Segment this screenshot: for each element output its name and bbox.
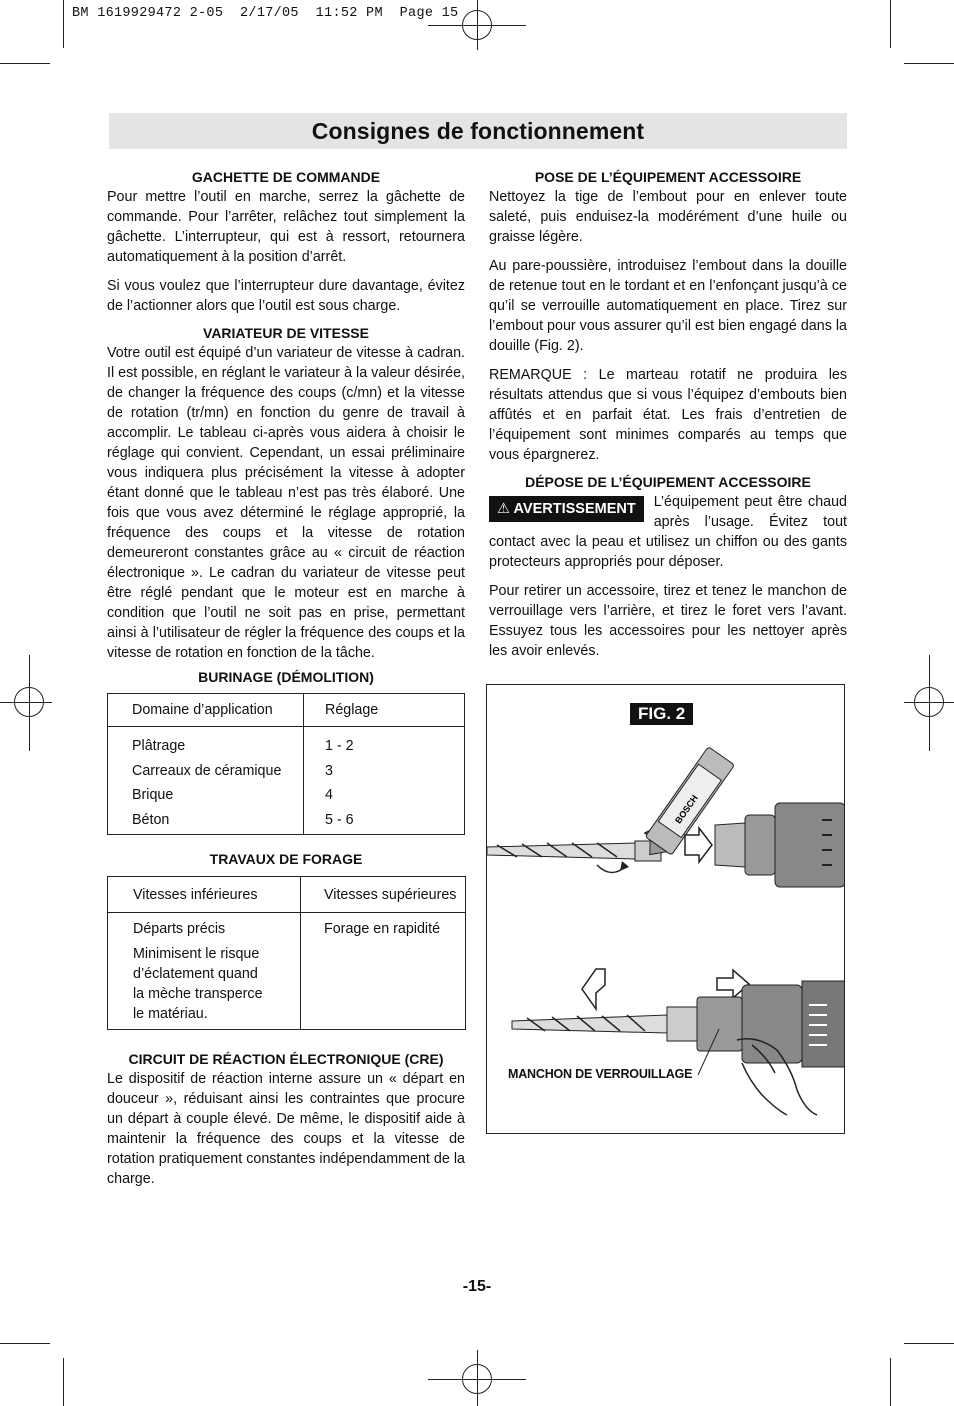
warning-block <box>489 492 847 572</box>
figure-2 <box>486 684 845 1134</box>
table-cell: 5 - 6 <box>325 811 354 828</box>
bit-insertion-drawing <box>487 747 844 887</box>
right-column <box>489 167 847 661</box>
table-cell: 1 - 2 <box>325 738 354 754</box>
title-bar <box>109 113 847 149</box>
table-row: Brique <box>132 787 174 803</box>
page-number: -15- <box>462 1278 492 1295</box>
table-cell: Minimisent le risque <box>133 946 260 962</box>
figure-label: FIG. 2 <box>630 703 693 725</box>
pose-remarque: REMARQUE : Le marteau rotatif ne produira les résultats attendus que si vous l’équipez d’embouts bien affûtés et en parfait état. Les frais d’entretien de l’équipement sont minimes comparés au temps que vous épargnerez. <box>489 367 847 463</box>
table-cell: la mèche transperce <box>133 986 263 1002</box>
depose-heading: DÉPOSE DE L’ÉQUIPEMENT ACCESSOIRE <box>525 474 811 490</box>
warning-icon: ⚠ <box>497 501 510 517</box>
table-cell: d’éclatement quand <box>133 966 258 982</box>
burinage-heading: BURINAGE (DÉMOLITION) <box>198 669 374 685</box>
cre-heading: CIRCUIT DE RÉACTION ÉLECTRONIQUE (CRE) <box>128 1051 444 1067</box>
left-column <box>107 167 465 1189</box>
pose-paragraph-2: Au pare-poussière, introduisez l’embout dans la douille de retenue tout en le tordant et en l’enfonçant jusqu’à ce qu’il se verrouille automatiquement en place. Tirez sur l’embout pour vous assurer qu’il est bien engagé dans la douille (Fig. 2). <box>489 258 847 354</box>
pose-paragraph-1: Nettoyez la tige de l’embout pour en enlever toute saleté, puis enduisez-la modérément d’une huile ou graisse légère. <box>489 189 847 245</box>
gachette-paragraph-2: Si vous voulez que l’interrupteur dure davantage, évitez de l’actionner alors que l’outil est sous charge. <box>107 278 465 314</box>
table-cell: le matériau. <box>133 1006 208 1022</box>
forage-table <box>107 876 466 1030</box>
burinage-col-reglage: Réglage <box>325 702 379 718</box>
table-cell: Départs précis <box>133 921 226 937</box>
tube-brand: BOSCH <box>673 793 700 826</box>
cre-paragraph: Le dispositif de réaction interne assure un « départ en douceur », réduisant ainsi les contraintes que procure un départ à couple élevé. De même, le dispositif aide à maintenir la fréquence des coups et la vitesse de rotation pratiquement constantes indépendamment de la charge. <box>107 1071 465 1187</box>
print-slug: BM 1619929472 2-05 2/17/05 11:52 PM Page 15 <box>72 6 459 21</box>
locking-sleeve-callout: MANCHON DE VERROUILLAGE <box>508 1067 693 1081</box>
table-cell: Forage en rapidité <box>324 921 441 937</box>
bit-removal-drawing <box>512 969 844 1115</box>
warning-text: L’équipement peut être chaud après l’usage. Évitez tout contact avec la peau et utilisez un chiffon ou des gants protecteurs appropriés pour déposer. <box>489 494 847 570</box>
table-cell: 3 <box>325 762 333 779</box>
table-cell: 4 <box>325 787 333 803</box>
page-title: Consignes de fonctionnement <box>311 118 645 144</box>
drill-illustration <box>487 685 844 1133</box>
gachette-paragraph-1: Pour mettre l’outil en marche, serrez la gâchette de commande. Pour l’arrêter, relâchez tout simplement la gâchette. L’interrupteur, qui est à ressort, retournera automatiquement à la position d’arrêt. <box>107 189 465 265</box>
gachette-heading: GACHETTE DE COMMANDE <box>191 169 381 185</box>
depose-paragraph: Pour retirer un accessoire, tirez et tenez le manchon de verrouillage vers l’arrière, et tirez le foret vers l’avant. Essuyez tous les accessoires pour les nettoyer après les avoir enlevés. <box>489 583 847 659</box>
warning-label: AVERTISSEMENT <box>513 501 636 517</box>
forage-heading: TRAVAUX DE FORAGE <box>209 851 363 867</box>
table-row: Carreaux de céramique <box>132 762 282 779</box>
forage-col-high: Vitesses supérieures <box>324 887 457 903</box>
forage-col-low: Vitesses inférieures <box>133 887 258 903</box>
burinage-table <box>107 693 465 835</box>
burinage-col-domain: Domaine d’application <box>132 702 273 718</box>
pose-heading: POSE DE L’ÉQUIPEMENT ACCESSOIRE <box>534 169 802 185</box>
variateur-heading: VARIATEUR DE VITESSE <box>203 325 369 341</box>
warning-badge <box>489 496 644 522</box>
variateur-paragraph: Votre outil est équipé d’un variateur de vitesse à cadran. Il est possible, en réglant le variateur à la valeur désirée, de changer la fréquence des coups (c/mn) et la vitesse de rotation (tr/mn) en fonction du genre de travail à accomplir. Le tableau ci-après vous aidera à choisir le réglage qui convient. Cependant, un essai préliminaire vous indiquera plus précisément la vitesse à adopter étant donné que le tableau n’est pas très élaboré. Une fois que vous avez déterminé le réglage approprié, la fréquence des coups et la vitesse de rotation demeureront constantes grâce au « circuit de réaction électronique ». Le cadran du variateur de vitesse peut être réglé pendant que le moteur est en marche à condition que l’outil ne soit pas en prise, permettant ainsi à l’utilisateur de régler la fréquence des coups et la vitesse de rotation en fonction de la tâche. <box>107 345 465 661</box>
table-row: Béton <box>132 811 170 828</box>
table-row: Plâtrage <box>132 738 186 754</box>
